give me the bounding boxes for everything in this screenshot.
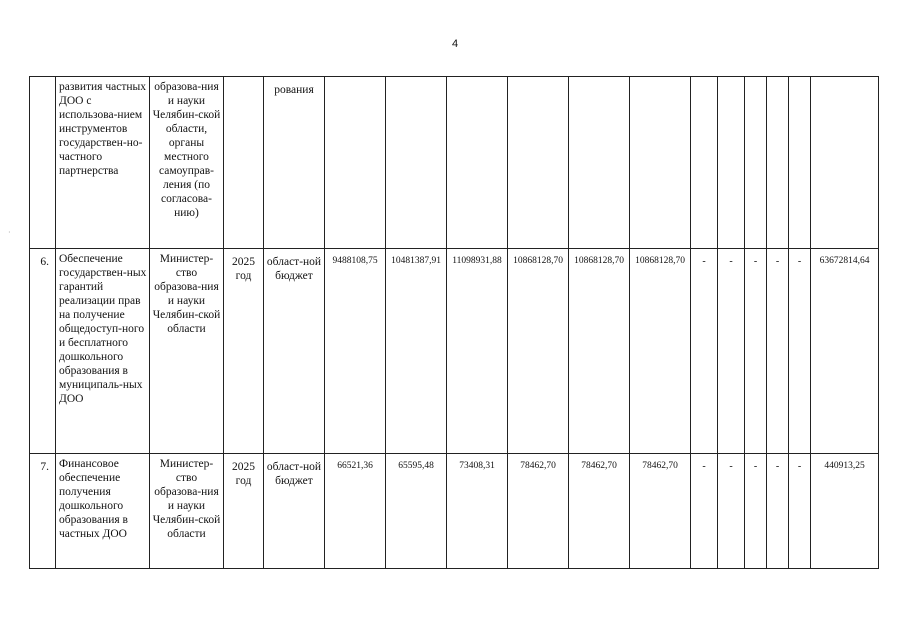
- amount-cell: 9488108,75: [325, 249, 386, 454]
- table-row: [30, 454, 879, 569]
- empty-amount-cell: [718, 77, 745, 249]
- executor: образова-ния и науки Челябин-ской области, органы местного самоуправ-ления (по согласова-нию): [150, 77, 224, 249]
- empty-amount-cell: -: [767, 249, 789, 454]
- table-row: [30, 77, 879, 249]
- total-cell: 63672814,64: [811, 249, 879, 454]
- total-cell: 440913,25: [811, 454, 879, 569]
- empty-amount-cell: -: [691, 454, 718, 569]
- page-number: 4: [452, 38, 459, 50]
- funding-source: област-ной бюджет: [264, 249, 325, 454]
- amount-cell: 78462,70: [508, 454, 569, 569]
- budget-table: [29, 76, 879, 569]
- amount-cell: 10868128,70: [630, 249, 691, 454]
- row-number: 6.: [30, 249, 56, 454]
- empty-amount-cell: -: [691, 249, 718, 454]
- measure-name: Финансовое обеспечение получения дошкольного образования в частных ДОО: [56, 454, 150, 569]
- amount-cell: 10868128,70: [508, 249, 569, 454]
- margin-mark: ·: [8, 228, 11, 237]
- amount-cell: 73408,31: [447, 454, 508, 569]
- measure-name: Обеспечение государствен-ных гарантий реализации прав на получение общедоступ-ного и бесплатного дошкольного образования в муниципаль-ных ДОО: [56, 249, 150, 454]
- row-number: 7.: [30, 454, 56, 569]
- deadline-year: [224, 77, 264, 249]
- empty-amount-cell: -: [789, 249, 811, 454]
- total-cell: [811, 77, 879, 249]
- table-row: [30, 249, 879, 454]
- empty-amount-cell: [745, 77, 767, 249]
- deadline-year: 2025 год: [224, 454, 264, 569]
- amount-cell: 66521,36: [325, 454, 386, 569]
- empty-amount-cell: [691, 77, 718, 249]
- empty-amount-cell: [767, 77, 789, 249]
- deadline-year: 2025 год: [224, 249, 264, 454]
- amount-cell: [447, 77, 508, 249]
- amount-cell: 78462,70: [569, 454, 630, 569]
- amount-cell: 10868128,70: [569, 249, 630, 454]
- amount-cell: 78462,70: [630, 454, 691, 569]
- empty-amount-cell: -: [767, 454, 789, 569]
- measure-name: развития частных ДОО с использова-нием инструментов государствен-но-частного партнерства: [56, 77, 150, 249]
- amount-cell: [569, 77, 630, 249]
- empty-amount-cell: -: [718, 454, 745, 569]
- empty-amount-cell: -: [745, 454, 767, 569]
- amount-cell: 11098931,88: [447, 249, 508, 454]
- amount-cell: [386, 77, 447, 249]
- amount-cell: [325, 77, 386, 249]
- amount-cell: 65595,48: [386, 454, 447, 569]
- empty-amount-cell: -: [718, 249, 745, 454]
- amount-cell: 10481387,91: [386, 249, 447, 454]
- empty-amount-cell: -: [745, 249, 767, 454]
- row-number: [30, 77, 56, 249]
- amount-cell: [630, 77, 691, 249]
- funding-source: рования: [264, 77, 325, 249]
- funding-source: област-ной бюджет: [264, 454, 325, 569]
- empty-amount-cell: -: [789, 454, 811, 569]
- empty-amount-cell: [789, 77, 811, 249]
- executor: Министер-ство образова-ния и науки Челябин-ской области: [150, 249, 224, 454]
- executor: Министер-ство образова-ния и науки Челябин-ской области: [150, 454, 224, 569]
- amount-cell: [508, 77, 569, 249]
